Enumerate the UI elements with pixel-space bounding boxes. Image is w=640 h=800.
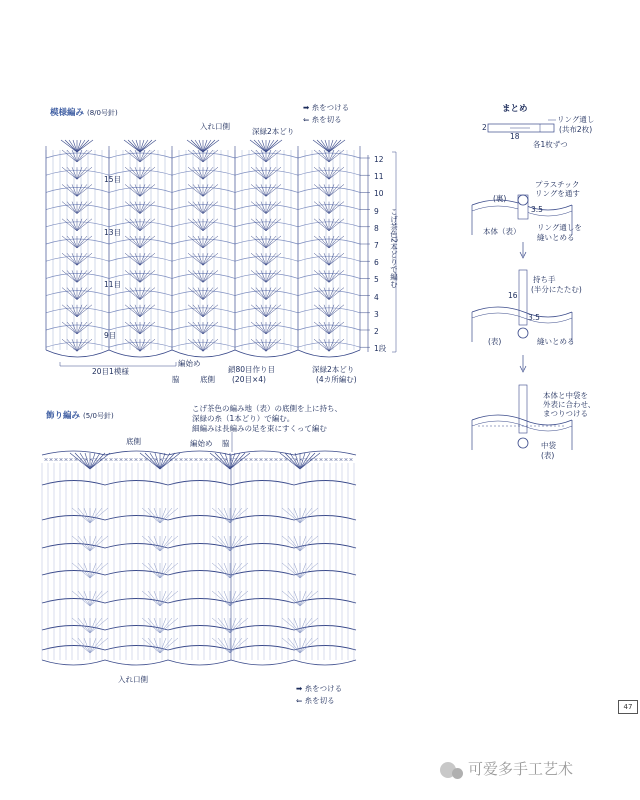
- step3-note3: まつりつける: [543, 409, 588, 418]
- count-15: 15目: [104, 175, 122, 184]
- edging-note-3: 細編みは長編みの足を束にすくって編む: [192, 424, 327, 433]
- row-4: 4: [374, 293, 379, 302]
- edging-bottom-side: 底側: [126, 437, 141, 446]
- step2-handle: 持ち手: [533, 275, 556, 284]
- row-3: 3: [374, 310, 379, 319]
- bottom-side-label: 底側: [200, 375, 215, 384]
- edging-start: 編始め: [190, 439, 213, 448]
- step3-lining: 中袋: [541, 441, 556, 450]
- page-number: 47: [618, 700, 638, 714]
- deep-green-2b-sub: (4カ所編む): [316, 375, 357, 384]
- deep-green-2b-label: 深緑2本どり: [312, 365, 355, 374]
- step1-dim: 3.5: [531, 205, 543, 214]
- edging-title: 飾り編み (5/0号針): [46, 411, 114, 421]
- row-9: 9: [374, 207, 379, 216]
- ring-tab-sub: (共布2枚): [559, 125, 593, 134]
- step1-tab: [518, 195, 528, 219]
- row-5: 5: [374, 275, 379, 284]
- wechat-icon-small: [452, 768, 463, 779]
- row-8: 8: [374, 224, 379, 233]
- row-10: 10: [374, 189, 384, 198]
- edging-legend-cut: ⇐ 糸を切る: [296, 696, 335, 705]
- step3-note1: 本体と中袋を: [543, 391, 588, 400]
- step3-ring: [518, 438, 528, 448]
- count-11: 11目: [104, 280, 122, 289]
- start-label: 編始め: [178, 359, 201, 368]
- count-9: 9目: [104, 331, 117, 340]
- step1-plastic: プラスチック: [535, 180, 580, 189]
- step1-sew1: リング通しを: [537, 223, 582, 232]
- dim-18: 18: [510, 132, 520, 141]
- ring-tab-label: リング通し: [557, 115, 595, 124]
- dim-2: 2: [482, 123, 487, 132]
- count-13: 13目: [104, 228, 122, 237]
- row-6: 6: [374, 258, 379, 267]
- edge-label: 脇: [172, 375, 180, 384]
- pattern-title: 模様編み (8/0号針): [50, 108, 118, 118]
- step2-dim35: 3.5: [528, 313, 540, 322]
- watermark-text: 可爱多手工艺术: [468, 760, 574, 778]
- edging-note-2: 深緑の糸（1本どり）で編む。: [192, 414, 295, 423]
- opening-side-label: 入れ口側: [200, 122, 230, 131]
- step3-note2: 外表に合わせ、: [543, 400, 596, 409]
- finishing-title: まとめ: [502, 104, 528, 114]
- step1-sew2: 縫いとめる: [537, 233, 575, 242]
- edging-legend-attach: ➡ 糸をつける: [296, 684, 343, 693]
- row-12: 12: [374, 155, 384, 164]
- step2-handle-sub: (半分にたたむ): [531, 285, 582, 294]
- edging-note-1: こげ茶色の編み地（表）の底側を上に持ち、: [192, 404, 342, 413]
- step1-body: 本体（表）: [483, 227, 521, 236]
- step2-front: (表): [488, 337, 502, 346]
- chain-label: 鎖80目作り目: [228, 365, 276, 374]
- chain-sub-label: (20目×4): [232, 375, 266, 384]
- pattern-legend-attach: ➡ 糸をつける: [303, 103, 350, 112]
- step2-sew: 縫いとめる: [537, 337, 575, 346]
- row-11: 11: [374, 172, 384, 181]
- pattern-legend-cut: ⇐ 糸を切る: [303, 115, 342, 124]
- step2-ring: [518, 328, 528, 338]
- step1-back: (裏): [493, 194, 507, 203]
- step3-lining-sub: (表): [541, 451, 555, 460]
- vertical-note: こげ茶色2本どりで編む: [389, 208, 399, 288]
- step1-plastic2: リングを通す: [535, 189, 580, 198]
- row-7: 7: [374, 241, 379, 250]
- edging-edge: 脇: [222, 439, 230, 448]
- edging-opening: 入れ口側: [118, 675, 148, 684]
- row-2: 2: [374, 327, 379, 336]
- each-one-label: 各1枚ずつ: [533, 140, 568, 149]
- repeat-label: 20目1模様: [92, 367, 129, 376]
- step2-dim16: 16: [508, 291, 518, 300]
- deep-green-2-label: 深緑2本どり: [252, 127, 295, 136]
- row-1: 1段: [374, 344, 387, 353]
